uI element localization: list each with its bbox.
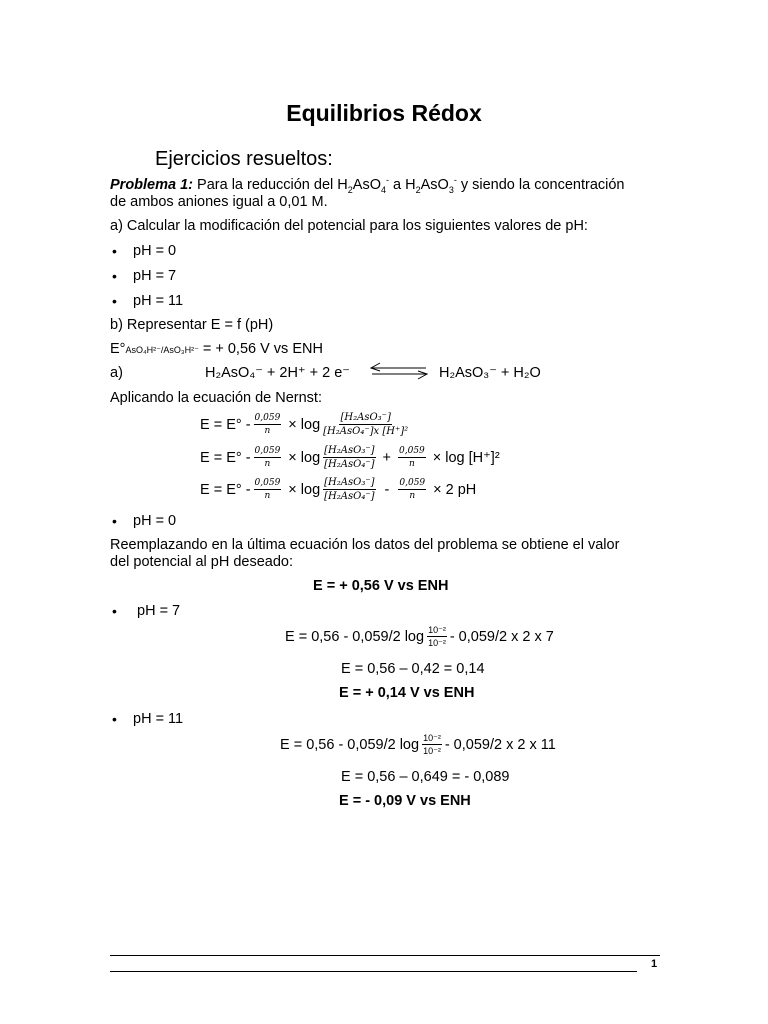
bullet-ph-0: pH = 0	[133, 243, 177, 259]
footer-rule-bottom	[110, 971, 637, 972]
bullet-dot: •	[112, 268, 117, 284]
bullet-dot: •	[112, 293, 117, 309]
reaction-products: H₂AsO₃⁻ + H₂O	[439, 365, 541, 381]
nernst-intro: Aplicando la ecuación de Nernst:	[110, 390, 322, 406]
ratio-fraction: $\frac{\text{10⁻²}}{\text{10⁻²}}$	[423, 733, 441, 756]
bullet-dot: •	[112, 243, 117, 259]
ph11-equation: E = 0,56 - 0,059/2 log $\frac{\text{10⁻²}}{\text{10⁻²}}$ - 0,059/2 x 2 x 11	[280, 733, 556, 756]
part-a-text: a) Calcular la modificación del potencial para los siguientes valores de pH:	[110, 218, 588, 234]
concentration-fraction: $\frac{\text{[H₂AsO₃⁻]}}{\text{[H₂AsO₄⁻]x [H⁺]²}}$	[323, 412, 409, 437]
ph7-heading: pH = 7	[137, 603, 181, 619]
footer-rule-top	[110, 955, 660, 956]
bullet-dot: •	[112, 711, 117, 727]
problem-statement-line1: Problema 1: Para la reducción del $H_2AsO_4^-$ a $H_2AsO_3^-$ y siendo la concentración	[110, 175, 625, 195]
concentration-fraction: $\frac{\text{[H₂AsO₃⁻]}}{\text{[H₂AsO₄⁻]}}$	[324, 445, 375, 470]
ph11-calculation: E = 0,56 – 0,649 = - 0,089	[341, 769, 510, 785]
part-b-text: b) Representar E = f (pH)	[110, 317, 274, 333]
bullet-ph-11: pH = 11	[133, 293, 184, 309]
ph7-calculation: E = 0,56 – 0,42 = 0,14	[341, 661, 485, 677]
standard-potential: E°AsO₄H²⁻/AsO₃H²⁻ = + 0,56 V vs ENH	[110, 341, 323, 357]
reaction-reactants: H₂AsO₄⁻ + 2H⁺ + 2 e⁻	[205, 365, 350, 381]
ph11-result: E = - 0,09 V vs ENH	[339, 793, 471, 809]
coefficient-fraction: $\frac{0,059}{n}$	[254, 446, 281, 469]
bullet-dot: •	[112, 513, 117, 529]
concentration-fraction: $\frac{\text{[H₂AsO₃⁻]}}{\text{[H₂AsO₄⁻]}}$	[324, 477, 375, 502]
coefficient-fraction: $\frac{0,059}{n}$	[399, 478, 426, 501]
ph0-result: E = + 0,56 V vs ENH	[313, 578, 449, 594]
nernst-equation-2: E = E° - $\frac{0,059}{n}$ × log $\frac{\text{[H₂AsO₃⁻]}}{\text{[H₂AsO₄⁻]}}$ + $\frac{0,059}{n}$ × log [H⁺]²	[200, 445, 500, 470]
bullet-ph-7: pH = 7	[133, 268, 177, 284]
page-title: Equilibrios Rédox	[286, 100, 482, 126]
section-subtitle: Ejercicios resueltos:	[155, 148, 333, 170]
coefficient-fraction: $\frac{0,059}{n}$	[254, 478, 281, 501]
nernst-equation-3: E = E° - $\frac{0,059}{n}$ × log $\frac{\text{[H₂AsO₃⁻]}}{\text{[H₂AsO₄⁻]}}$ - $\frac{0,059}{n}$ × 2 pH	[200, 477, 477, 502]
bullet-dot: •	[112, 603, 117, 619]
ph0-heading: pH = 0	[133, 513, 177, 529]
ph7-result: E = + 0,14 V vs ENH	[339, 685, 475, 701]
ph7-equation: E = 0,56 - 0,059/2 log $\frac{\text{10⁻²}}{\text{10⁻²}}$ - 0,059/2 x 2 x 7	[285, 625, 554, 648]
page-number: 1	[651, 958, 658, 970]
ph11-heading: pH = 11	[133, 711, 184, 727]
problem-label: Problema 1:	[110, 177, 193, 193]
reaction-label: a)	[110, 365, 123, 381]
ratio-fraction: $\frac{\text{10⁻²}}{\text{10⁻²}}$	[428, 625, 446, 648]
coefficient-fraction: $\frac{0,059}{n}$	[254, 413, 281, 436]
nernst-equation-1: E = E° - $\frac{0,059}{n}$ × log $\frac{\text{[H₂AsO₃⁻]}}{\text{[H₂AsO₄⁻]x [H⁺]²}}$	[200, 412, 409, 437]
ph0-text-line2: del potencial al pH deseado:	[110, 554, 293, 570]
equilibrium-arrow-icon	[368, 362, 430, 380]
problem-statement-line2: de ambos aniones igual a 0,01 M.	[110, 194, 328, 210]
ph0-text-line1: Reemplazando en la última ecuación los datos del problema se obtiene el valor	[110, 537, 620, 553]
coefficient-fraction: $\frac{0,059}{n}$	[399, 446, 425, 469]
